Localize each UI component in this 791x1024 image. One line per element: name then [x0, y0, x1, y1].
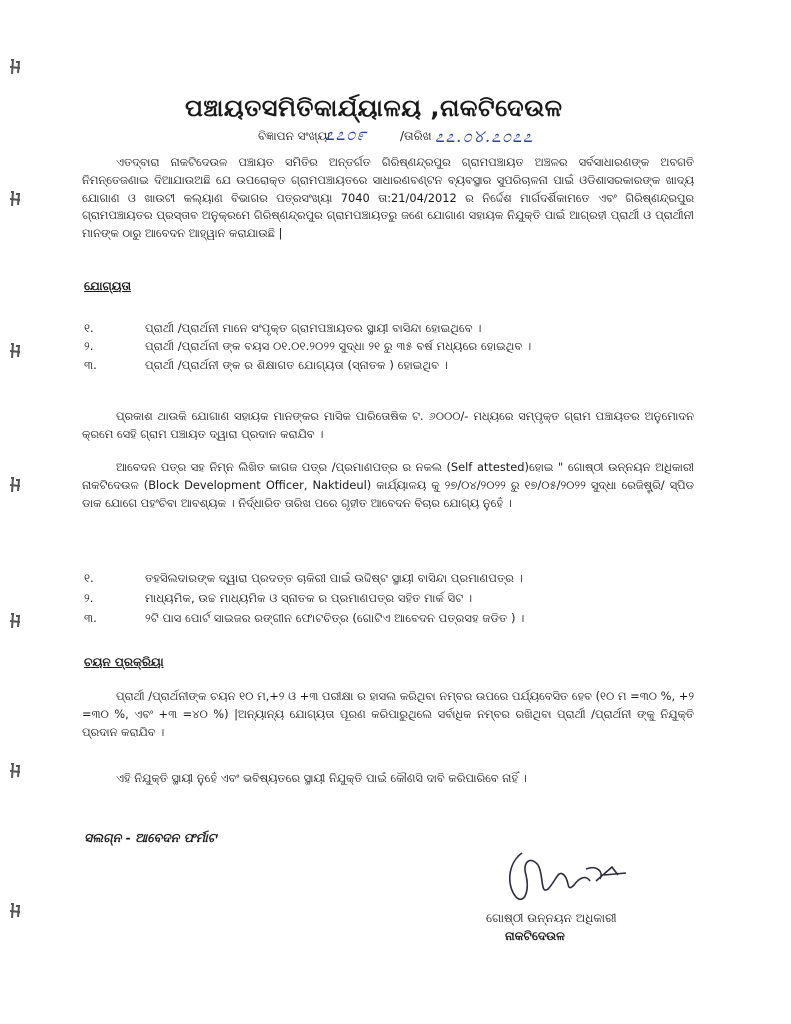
signature [500, 845, 630, 915]
eligibility-heading: ଯୋଗ୍ୟତା [84, 279, 132, 293]
punch-hole-icon [8, 476, 22, 494]
document-item: ମାଧ୍ୟମିକ, ଉଚ୍ଚ ମାଧ୍ୟମିକ ଓ ସ୍ନାତକ ର ପ୍ରମାଣପତ୍ର ସହିତ ମାର୍କ ସିଟ । [145, 591, 473, 605]
application-paragraph: ଆବେଦନ ପତ୍ର ସହ ନିମ୍ନ ଲିଖିତ କାଗଜ ପତ୍ର /ପ୍ରମାଣପତ୍ର ର ନକଲ (Self attested)ହୋଇ " ଗୋଷ୍ଠୀ ଉନ୍ନୟନ ଅଧିକାରୀ ନାକଟିଦେଉଳ (Block Development Officer, Naktideul) କାର୍ଯ୍ୟାଳୟ କୁ ୨୭/୦୪/୨୦୨୨ ରୁ ୧୭/୦୫/୨୦୨୨ ସୁଦ୍ଧା ରେଜିଷ୍ଟ୍ରି/ ସ୍ପିଡ ଡାକ ଯୋଗେ ପହଂଚିବା ଆବଶ୍ୟକ । ନିର୍ଦ୍ଧାରିତ ତାରିଖ ପରେ ଗୃହୀତ ଆବେଦନ ବିଚାର ଯୋଗ୍ୟ ନୁହେଁ । [82, 460, 694, 510]
selection-paragraph: ପ୍ରାର୍ଥୀ /ପ୍ରାର୍ଥନୀଙ୍କ ଚୟନ ୧୦ ମ,+୨ ଓ +୩ ପରୀକ୍ଷା ର ହାସଲ କରିଥିବା ନମ୍ବର ଉପରେ ପର୍ଯ୍ୟବେସିତ ହେବ (୧୦ ମ =୩୦ %, +୨ =୩୦ %, ଏବଂ +୩ =୪୦ %) |ଅନ୍ୟାନ୍ୟ ଯୋଗ୍ୟତା ପୂରଣ କରିପାରୁଥିଲେ ସର୍ବାଧିକ ନମ୍ବର ରଖିଥିବା ପ୍ରାର୍ଥୀ /ପ୍ରାର୍ଥନୀ ଙ୍କୁ ନିଯୁକ୍ତି ପ୍ରଦାନ କରାଯିବ । [82, 689, 694, 739]
signatory-place: ନାକଟିଦେଉଳ [505, 929, 565, 943]
selection-note: ଏହି ନିଯୁକ୍ତି ସ୍ଥାୟୀ ନୁହେଁ ଏବଂ ଭବିଷ୍ୟତରେ ସ୍ଥାୟୀ ନିଯୁକ୍ତି ପାଇଁ କୌଣସି ଦାବି କରିପାରିବେ ନାହିଁ । [116, 771, 527, 785]
eligibility-number: ୩. [84, 358, 97, 372]
document-number: ୧. [84, 571, 94, 585]
document-number: ୩. [84, 611, 97, 625]
document-item: ୨ଟି ପାସ ପୋର୍ଟ ସାଇଜର ରଙ୍ଗୀନ ଫୋଟଚିତ୍ର (ଗୋଟିଏ ଆବେଦନ ପତ୍ରସହ ଜଡିତ ) । [145, 611, 525, 625]
document-number: ୨. [84, 591, 94, 605]
intro-paragraph: ଏତଦ୍ବାରା ନାକଟିଦେଉଳ ପଞ୍ଚାୟତ ସମିତିର ଅନ୍ତର୍ଗତ ଗିରିଷ୍ଣନ୍ଦ୍ରପୁର ଗ୍ରାମପଞ୍ଚାୟତ ଅଞ୍ଚଳର ସର୍ବସାଧାରଣଙ୍କ ଅବଗତି ନିମନ୍ତେଜଣାଇ ଦିଆଯାଉଅଛି ଯେ ଉପରୋକ୍ତ ଗ୍ରାମପଞ୍ଚାୟତରେ ସାଧାରଣବଣ୍ଟନ ବ୍ୟବସ୍ଥାର ସୁପରିଚାଳନା ପାଇଁ ଓଡିଶାସରକାରଙ୍କ ଖାଦ୍ୟ ଯୋଗାଣ ଓ ଖାଉଟୀ କଲ୍ୟାଣ ବିଭାଗର ପତ୍ରସଂଖ୍ୟା 7040 ତା:21/04/2012 ର ନିର୍ଦ୍ଦେଶ ମାର୍ଗଦର୍ଶିକାମତେ ଏବଂ ଗିରିଷ୍ଣନ୍ଦ୍ରପୁର ଗ୍ରାମପଞ୍ଚାୟତର ପ୍ରସ୍ତାବ ଅନୁକ୍ରମେ ଗିରିଷ୍ଣନ୍ଦ୍ରପୁର ଗ୍ରାମପଞ୍ଚାୟତରୁ ଜଣେ ଯୋଗାଣ ସହାୟକ ନିଯୁକ୍ତି ପାଇଁ ଆଗ୍ରହୀ ପ୍ରାର୍ଥୀ ଓ ପ୍ରାର୍ଥୀନୀ ମାନଙ୍କ ଠାରୁ ଆବେଦନ ଆହ୍ୱାନ କରାଯାଉଛି | [82, 155, 694, 241]
date-label: /ତାରିଖ [400, 129, 432, 143]
enclosure-label: ସଲଗ୍ନ - ଆବେଦନ ଫର୍ମାଟ [84, 830, 217, 845]
notice-label: ବିଜ୍ଞାପନ ସଂଖ୍ୟା [258, 129, 331, 143]
eligibility-item: ପ୍ରାର୍ଥୀ /ପ୍ରାର୍ଥନୀ ମାନେ ସଂପୃକ୍ତ ଗ୍ରାମପଞ୍ଚାୟତର ସ୍ଥାୟୀ ବାସିନ୍ଦା ହୋଇଥିବେ । [145, 321, 482, 335]
punch-hole-icon [8, 762, 22, 780]
eligibility-item: ପ୍ରାର୍ଥୀ /ପ୍ରାର୍ଥନୀ ଙ୍କ ବୟସ ୦୧.୦୧.୨୦୨୨ ସୁଦ୍ଧା ୨୧ ରୁ ୩୫ ବର୍ଷ ମଧ୍ୟରେ ହୋଇଥିବ । [145, 339, 532, 353]
notice-number: ೭೭೦೯ [325, 125, 368, 145]
punch-hole-icon [8, 612, 22, 630]
date-value: ೭೭.೦୪.೭೦೭೭ [435, 127, 534, 147]
eligibility-number: ୧. [84, 321, 94, 335]
punch-hole-icon [8, 190, 22, 208]
remuneration-paragraph: ପ୍ରକାଶ ଥାଉକି ଯୋଗାଣ ସହାୟକ ମାନଙ୍କର ମାସିକ ପାରିତୋଷିକ ଟ. ୬୦୦୦/- ମଧ୍ୟରେ ସମ୍ପୃକ୍ତ ଗ୍ରାମ ପଞ୍ଚାୟତର ଅନୁମୋଦନ କ୍ରମେ ସେହି ଗ୍ରାମ ପଞ୍ଚାୟତ ଦ୍ୱାରା ପ୍ରଦାନ କରାଯିବ । [82, 409, 694, 441]
signatory-designation: ଗୋଷ୍ଠୀ ଉନ୍ନୟନ ଅଧିକାରୀ [486, 911, 617, 925]
selection-heading: ଚୟନ ପ୍ରକ୍ରିୟା [84, 655, 164, 669]
document-item: ତହସିଲଦାରଙ୍କ ଦ୍ୱାରା ପ୍ରଦତ୍ତ ଚାକିରୀ ପାଇଁ ଉଦ୍ଦିଷ୍ଟ ସ୍ଥାୟୀ ବାସିନ୍ଦା ପ୍ରମାଣପତ୍ର । [145, 571, 523, 585]
punch-hole-icon [8, 902, 22, 920]
eligibility-item: ପ୍ରାର୍ଥୀ /ପ୍ରାର୍ଥନୀ ଙ୍କ ର ଶିକ୍ଷାଗତ ଯୋଗ୍ୟତା (ସ୍ନାତକ ) ହୋଇଥିବ । [145, 358, 448, 372]
punch-hole-icon [8, 58, 22, 76]
office-title: ପଞ୍ଚାୟତସମିତିକାର୍ଯ୍ୟାଳୟ ,ନାକଟିଦେଉଳ [185, 94, 563, 122]
punch-hole-icon [8, 342, 22, 360]
eligibility-number: ୨. [84, 339, 94, 353]
